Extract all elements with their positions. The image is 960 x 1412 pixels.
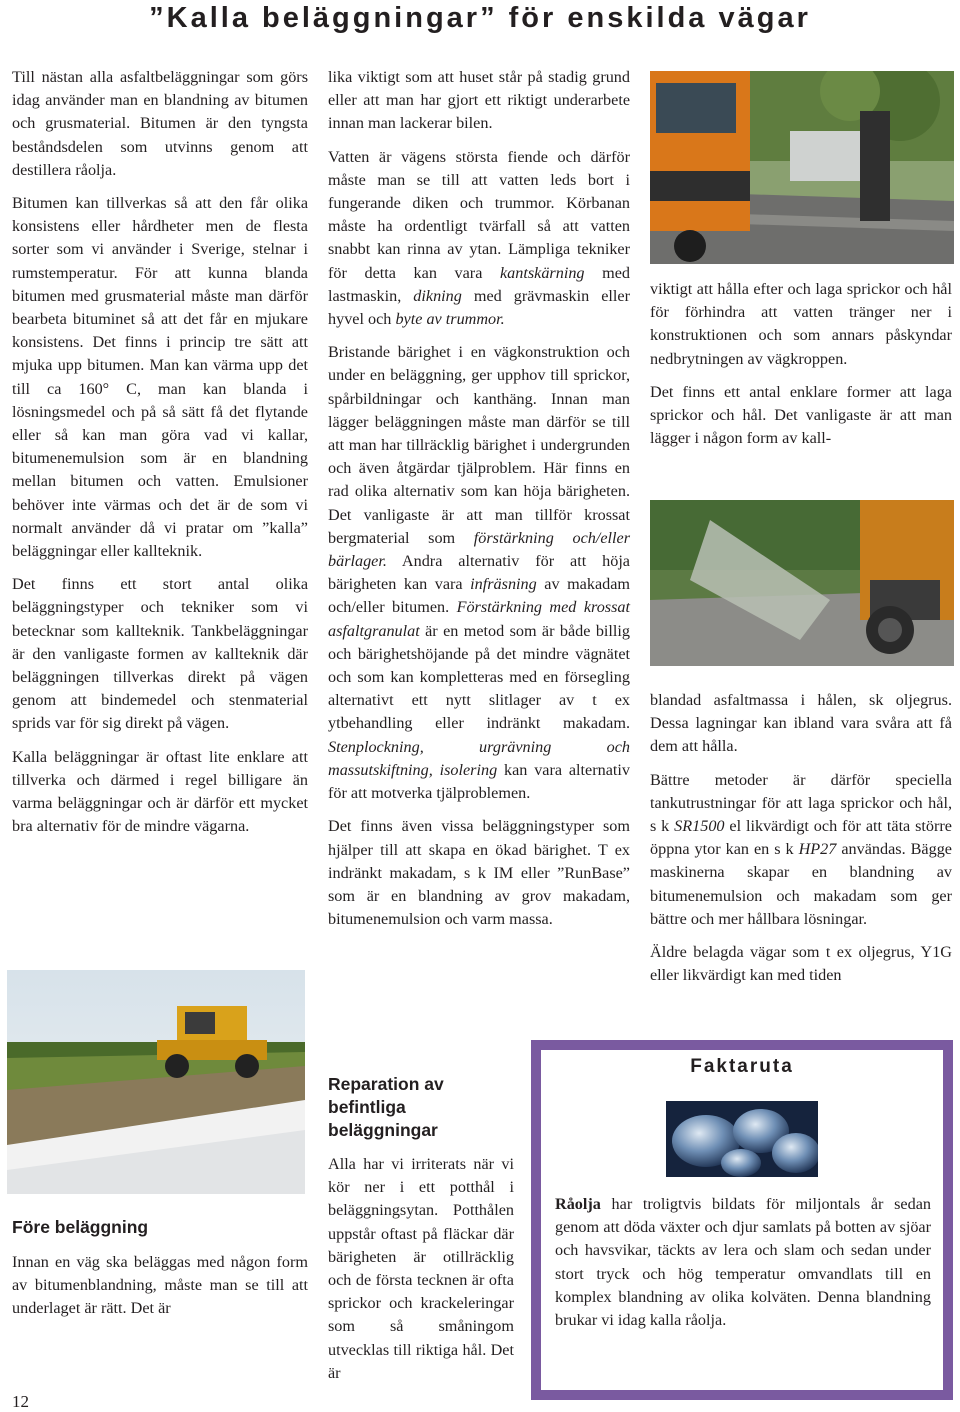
paragraph: Äldre belagda vägar som t ex oljegrus, Y1G eller likvärdigt kan med tiden (650, 943, 952, 985)
truck-photo (650, 71, 954, 264)
section-heading-before: Före beläggning (12, 1217, 149, 1237)
text-run: kan vara alternativ för att motverka tjälproblemen. (328, 760, 630, 803)
text-run: Bättre metoder är därför speciella tankutrustningar för att laga sprickor och hål, s k (650, 770, 952, 836)
column-right-top (650, 278, 952, 460)
text-run-italic: kantskärning (499, 263, 585, 282)
text-run-italic: dikning (413, 286, 462, 305)
paragraph (328, 146, 630, 332)
before-text-block (12, 1251, 308, 1331)
paragraph: Det finns ett stort antal olika beläggningstyper och tekniker som vi betecknar som kallteknik. Tankbeläggningar är den vanligaste formen av kallteknik där beläggningen tillverkas direkt på vägen genom att bindemedel och stenmaterial sprids var för sig direkt på vägen. (12, 575, 308, 733)
truck-image (650, 71, 954, 264)
paragraph: Till nästan alla asfaltbeläggningar som görs idag använder man en blandning av bitumen och grusmaterial. Bitumen är den tyngsta beståndsdelen som utvinns genom att destillera råolja. (12, 68, 308, 179)
paragraph: Det finns även vissa beläggningstyper som hjälper till att skapa en ökad bärighet. T ex indränkt makadam, s k IM eller ”RunBase” som är en blandning av grov makadam, bitumenemulsion och varm massa. (328, 817, 630, 929)
fact-body: har troligtvis bildats för miljontals år sedan genom att döda växter och djur samlats på botten av sjöar och havsvikar, täckts av lera och slam och sedan under stort tryck och hög temperatur omvandlats till en komplex blandning av olika kolväten. Denna blandning brukar vi idag kalla råolja. (555, 1195, 931, 1330)
paragraph: Innan en väg ska beläggas med någon form av bitumenblandning, måste man se till att underlaget är rätt. Det är (12, 1253, 308, 1318)
text-run-italic: förstärkning och/eller bärlager. (328, 528, 631, 571)
text-run: el likvärdigt och för att täta större öppna ytor kan en s k (650, 817, 952, 859)
column-middle (328, 66, 630, 941)
text-run: med lastmaskin, (328, 263, 630, 305)
page-number: 12 (12, 1392, 29, 1411)
column-right-bottom (650, 689, 952, 997)
fact-term: Råolja (555, 1195, 601, 1213)
page-title: ”Kalla beläggningar” för enskilda vägar (149, 2, 811, 34)
paragraph: blandad asfaltmassa i hålen, sk oljegrus. Dessa lagningar kan ibland vara svåra att få dem att hålla. (650, 691, 952, 756)
text-run-italic: Stenplockning, urgrävning och massutskiftning, isolering (328, 737, 630, 779)
patching-photo (650, 500, 954, 666)
paragraph: Alla har vi irriterats när vi kör ner i ett potthål i beläggningsytan. Potthålen uppstår oftast på fläckar där bärigheten är otillräcklig och de första tecknen är ofta sprickor och krackeleringar som så småningom utvecklas till riktiga hål. Det är (328, 1155, 514, 1382)
grader-image (7, 970, 305, 1194)
text-run-italic: Förstärkning med krossat asfaltgranulat (328, 598, 630, 640)
text-run-italic: byte av trummor. (395, 310, 505, 329)
text-run: Vatten är vägens största fiende och därför måste man se till att vatten leds bort i fungerande diken och trummor. Körbanan måste ha ordentligt tvärfall så att vatten snabbt kan rinna av ytan. Lämpliga tekniker för detta kan vara (328, 147, 630, 282)
paragraph (650, 769, 952, 931)
text-run: Bristande bärighet i en vägkonstruktion och under en beläggning, ger upphov till sprickor, spårbildningar och kanthäng. Innan man lägger beläggningen måste man därför se till att man har tillräcklig bärighet i undergrunden och även åtgärdar tjälproblem. Här finns en rad olika alternativ som kan höja bärigheten. Det vanligaste är att man tillför krossat bergmaterial som (328, 343, 630, 547)
paragraph: viktigt att hålla efter och laga sprickor och hål för förhindra att vatten tränger ner i konstruktionen och som annars påskyndar nedbrytningen av vägkroppen. (650, 280, 952, 368)
paragraph: lika viktigt som att huset står på stadig grund eller att man har gjort ett riktigt underarbete innan man lackerar bilen. (328, 68, 630, 133)
paragraph (328, 341, 630, 805)
text-run: användas. Bägge maskinerna skapar en blandning av bitumenemulsion och makadam som ger bättre och mer hållbara lösningar. (650, 840, 952, 928)
grader-photo (7, 970, 305, 1194)
fact-box-text (555, 1193, 931, 1332)
fact-box-title: Faktaruta (690, 1056, 794, 1077)
paragraph: Kalla beläggningar är oftast lite enklare att tillverka och därmed i regel billigare än varma beläggningar och är därför ett mycket bra alternativ för de mindre vägarna. (12, 747, 308, 836)
paragraph: Bitumen kan tillverkas så att den får olika konsistens eller hårdheter men de flesta sorter som vi använder i Sverige, stelnar i rumstemperatur. För att kunna blanda bitumen med grusmaterial måste man därför bearbeta bituminet så att det får en mjukare konsistens. Det finns i princip tre sätt att mjuka upp bitumen. Man kan värma upp det till ca 160° C, man kan blanda i lösningsmedel och på så sätt få det flytande eller så kan man göra vad vi kallar, bitumenemulsion som är en blandning mellan bitumen och vatten. Emulsioner behöver inte värmas och det är de som vi normalt använder då vi pratar om ”kalla” beläggningar eller kallteknik. (12, 194, 308, 561)
oil-droplet-image (666, 1101, 818, 1177)
text-run: med grävmaskin eller hyvel och (328, 286, 630, 329)
text-run: Andra alternativ för att höja bärigheten kan vara (328, 552, 630, 594)
text-run-italic: SR1500 (674, 817, 725, 836)
repair-text-block (328, 1153, 514, 1395)
patching-image (650, 500, 954, 666)
paragraph: Det finns ett antal enklare former att laga sprickor och hål. Det vanligaste är att man lägger i någon form av kall- (650, 382, 952, 448)
column-left (12, 66, 308, 849)
oil-droplet-photo (666, 1101, 818, 1177)
text-run: av makadam och/eller bitumen. (328, 575, 630, 617)
text-run: är en metod som är både billig och bärighetshöjande på det mindre vägnätet och som kan kompletteras med en försegling alternativt ett nytt slitlager av t ex ytbehandling eller indränkt makadam. (328, 621, 630, 733)
text-run-italic: HP27 (798, 840, 837, 859)
section-heading-repair: Reparation av befintliga beläggningar (328, 1074, 444, 1140)
text-run-italic: infräsning (470, 575, 537, 594)
